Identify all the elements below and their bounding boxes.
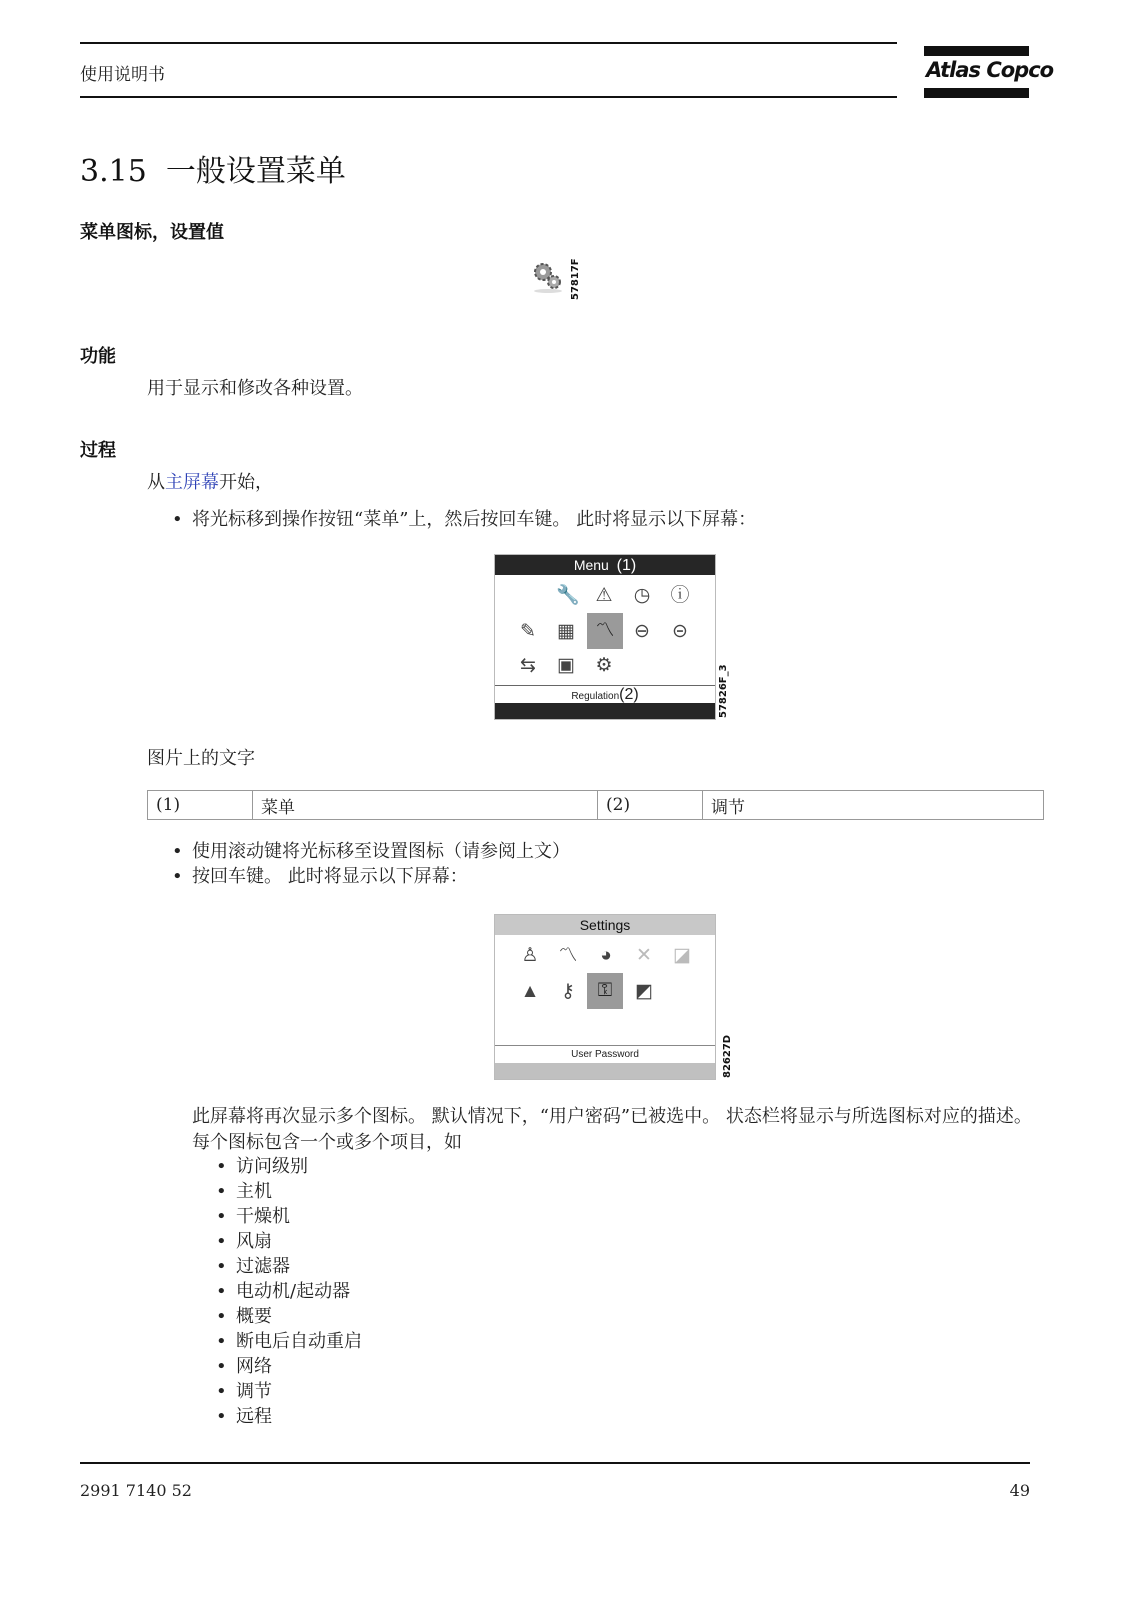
legend-table (147, 790, 1044, 820)
menu-screen-image (494, 554, 716, 720)
menu-screen-title: Menu (573, 557, 609, 573)
warning-icon: ⚠ (595, 585, 613, 606)
wrench-icon: 🔧 (556, 585, 580, 606)
calendar-icon: ▦ (557, 621, 575, 642)
figure-code-menu-screen: 57826F_3 (718, 664, 729, 718)
clock-icon: ◷ (633, 585, 651, 606)
list-item: • 按回车键。 此时将显示以下屏幕： (170, 864, 570, 889)
table-row (148, 791, 1044, 820)
legend-ref-1: (1) (148, 791, 253, 820)
info-icon: ⓘ (670, 585, 690, 606)
figure-code-menu-icon: 57817F (570, 258, 581, 300)
section-title-text: 一般设置菜单 (165, 154, 346, 189)
list-item: • 调节 (214, 1379, 362, 1404)
settings-description: 此屏幕将再次显示多个图标。 默认情况下，“用户密码”已被选中。 状态栏将显示与所选图标对应的描述。 每个图标包含一个或多个项目，如 (192, 1106, 1032, 1153)
procedure-steps-2 (170, 839, 570, 889)
list-item: • 网络 (214, 1354, 362, 1379)
settings-screen-title: Settings (495, 915, 715, 935)
settings-screen-image (494, 914, 716, 1080)
legend-text-1: 菜单 (253, 791, 598, 820)
footer-page-number: 49 (1009, 1481, 1030, 1500)
brand-logo-text: Atlas Copco (926, 58, 1054, 82)
key-icon: ⚷ (561, 981, 575, 1002)
section-title (80, 146, 346, 190)
remote-icon: ◪ (673, 945, 691, 966)
legend-ref-2: (2) (598, 791, 703, 820)
menu-icon-heading: 菜单图标，设置值 (80, 222, 224, 243)
user-password-icon: ⚿ (587, 973, 623, 1009)
list-item: • 使用滚动键将光标移至设置图标（请参阅上文） (170, 839, 570, 864)
settings-screen-bottom-bar (495, 1063, 715, 1079)
settings-items-list (214, 1154, 362, 1429)
network-icon: ⇆ (520, 655, 536, 676)
gears-icon (530, 258, 566, 294)
settings-screen-status: User Password (571, 1049, 639, 1060)
figure-code-settings-screen: 82627D (722, 1034, 733, 1078)
legend-caption: 图片上的文字 (147, 748, 255, 769)
menu-screen-marker-2: (2) (619, 686, 639, 703)
main-screen-link[interactable]: 主屏幕 (165, 472, 219, 493)
legend-text-2: 调节 (703, 791, 1044, 820)
footer-doc-number: 2991 7140 52 (80, 1481, 192, 1500)
section-number: 3.15 (80, 154, 147, 189)
menu-screen-marker-1: (1) (616, 557, 637, 574)
list-item: • 将光标移到操作按钮“菜单”上，然后按回车键。 此时将显示以下屏幕： (170, 507, 756, 532)
list-item: • 干燥机 (214, 1204, 362, 1229)
regulation-icon: 〽 (587, 613, 623, 649)
procedure-intro (147, 470, 273, 496)
regulation-icon: 〽 (558, 945, 578, 966)
intro-prefix: 从 (147, 472, 165, 493)
service-icon: ✎ (520, 621, 536, 642)
menu-screen-titlebar (495, 555, 715, 575)
list-item: • 概要 (214, 1304, 362, 1329)
alarm-icon: ▲ (520, 981, 540, 1002)
list-item: • 访问级别 (214, 1154, 362, 1179)
menu-screen-status (495, 687, 715, 703)
access-level-icon: ♙ (521, 945, 539, 966)
menu-screen-bottom-bar (495, 703, 715, 719)
settings-icon: ⚙ (595, 655, 613, 676)
list-item: • 风扇 (214, 1229, 362, 1254)
list-item: • 电动机/起动器 (214, 1279, 362, 1304)
header-doc-type: 使用说明书 (80, 65, 165, 85)
footer-rule (80, 1462, 1030, 1464)
graph-icon: ◩ (635, 981, 653, 1002)
procedure-steps-1 (170, 507, 756, 532)
list-item: • 断电后自动重启 (214, 1329, 362, 1354)
status-divider (495, 1045, 715, 1046)
function-text: 用于显示和修改各种设置。 (147, 378, 363, 399)
procedure-heading: 过程 (80, 440, 116, 461)
list-item: • 远程 (214, 1404, 362, 1429)
header-top-rule (80, 42, 897, 44)
intro-suffix: 开始， (219, 472, 273, 493)
menu-screen-status-text: Regulation (571, 691, 620, 702)
save-icon: ▣ (557, 655, 575, 676)
arrow-out-icon: ⊝ (672, 621, 688, 642)
list-item: • 主机 (214, 1179, 362, 1204)
arrow-in-icon: ⊖ (634, 621, 650, 642)
list-item: • 过滤器 (214, 1254, 362, 1279)
fan-icon: ◕ (600, 945, 612, 966)
header-bottom-rule (80, 96, 897, 98)
function-heading: 功能 (80, 346, 116, 367)
tools-icon: ✕ (636, 945, 652, 966)
status-divider (495, 685, 715, 686)
